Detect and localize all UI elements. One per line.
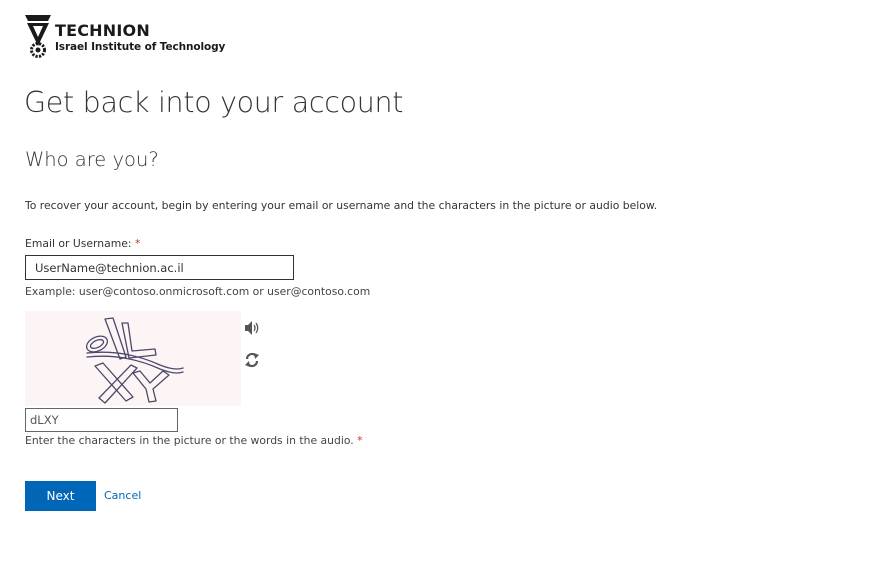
email-input[interactable] — [25, 255, 294, 280]
captcha-input[interactable] — [25, 408, 178, 432]
refresh-icon — [244, 352, 260, 368]
audio-captcha-button[interactable] — [243, 320, 261, 336]
email-label — [25, 237, 140, 250]
technion-logo — [24, 13, 225, 59]
email-label-text: Email or Username: — [25, 237, 132, 250]
captcha-hint — [25, 434, 363, 447]
email-example-text: Example: user@contoso.onmicrosoft.com or user@contoso.com — [25, 285, 371, 298]
captcha-hint-text: Enter the characters in the picture or the words in the audio. — [25, 434, 354, 447]
intro-text: To recover your account, begin by entering your email or username and the characters in the picture or audio below. — [25, 199, 658, 212]
refresh-captcha-button[interactable] — [244, 352, 260, 368]
logo-name: TECHNION — [55, 21, 150, 40]
cancel-link[interactable]: Cancel — [104, 489, 142, 502]
page-subtitle: Who are you? — [25, 148, 159, 171]
next-button[interactable]: Next — [25, 481, 96, 511]
captcha-image — [25, 311, 241, 406]
logo-subtitle: Israel Institute of Technology — [55, 41, 226, 53]
technion-emblem-icon — [24, 13, 52, 59]
captcha-required-mark: * — [357, 434, 363, 447]
speaker-icon — [243, 320, 261, 336]
page-title: Get back into your account — [24, 86, 404, 119]
email-required-mark: * — [134, 237, 141, 250]
